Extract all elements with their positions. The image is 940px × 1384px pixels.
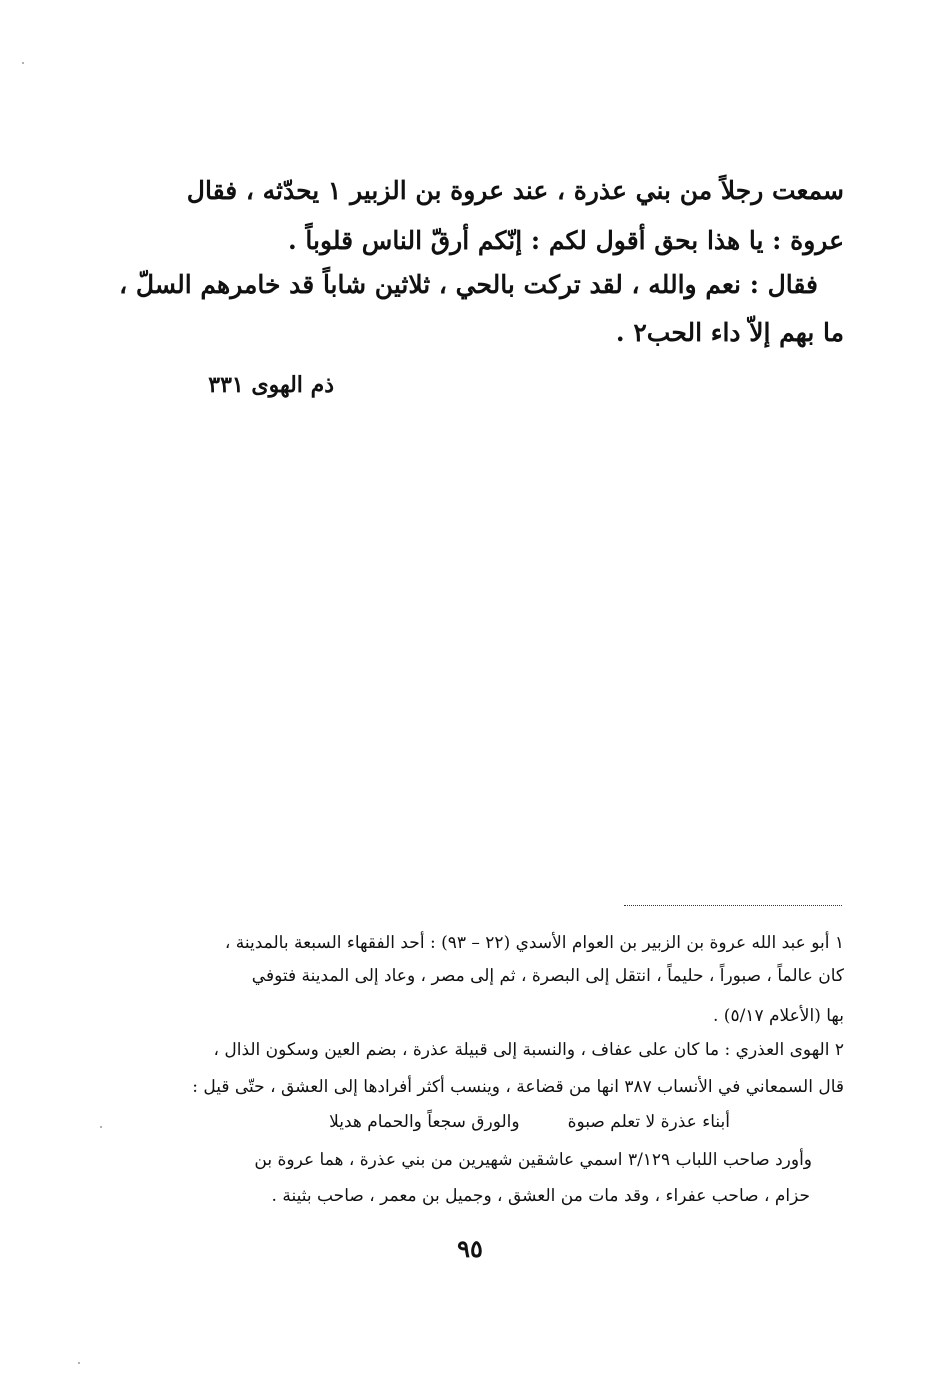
verse-first-hemistich: أبناء عذرة لا تعلم صبوة (567, 1112, 730, 1132)
footnote-2-line-3: وأورد صاحب اللباب ٣/١٢٩ اسمي عاشقين شهيرين من بني عذرة ، هما عروة بن (254, 1150, 812, 1170)
footnote-2-line-1: ٢ الهوى العذري : ما كان على عفاف ، والنسبة إلى قبيلة عذرة ، بضم العين وسكون الذال ، (213, 1040, 844, 1060)
main-text-line-2: عروة : يا هذا بحق أقول لكم : إنّكم أرقّ الناس قلوباً . (287, 226, 844, 255)
footnote-2-line-4: حزام ، صاحب عفراء ، وقد مات من العشق ، وجميل بن معمر ، صاحب بثينة . (271, 1186, 810, 1206)
scan-speck (78, 1362, 80, 1364)
scan-speck (100, 1126, 102, 1128)
main-text-line-1: سمعت رجلاً من بني عذرة ، عند عروة بن الزبير ١ يحدّثه ، فقال (186, 176, 844, 205)
scan-speck (22, 62, 24, 64)
footnote-divider (624, 905, 842, 906)
main-text-line-4: ما بهم إلاّ داء الحب٢ . (615, 318, 844, 347)
verse-line (329, 1114, 730, 1131)
footnote-1-line-3: بها (الأعلام ٥/١٧) . (713, 1006, 844, 1026)
footnote-2-line-2: قال السمعاني في الأنساب ٣٨٧ انها من قضاعة ، وينسب أكثر أفرادها إلى العشق ، حتّى قيل : (192, 1077, 844, 1097)
page-number: ٩٥ (457, 1234, 483, 1263)
source-citation: ذم الهوى ٣٣١ (208, 372, 334, 398)
footnote-1-line-2: كان عالماً ، صبوراً ، حليماً ، انتقل إلى البصرة ، ثم إلى مصر ، وعاد إلى المدينة فتوفي (251, 966, 844, 986)
footnote-1-line-1: ١ أبو عبد الله عروة بن الزبير بن العوام الأسدي (٢٢ – ٩٣) : أحد الفقهاء السبعة بالمدينة ، (224, 933, 844, 953)
main-text-line-3: فقال : نعم والله ، لقد تركت بالحي ، ثلاثين شاباً قد خامرهم السلّ ، (119, 270, 818, 299)
verse-second-hemistich: والورق سجعاً والحمام هديلا (329, 1112, 520, 1132)
